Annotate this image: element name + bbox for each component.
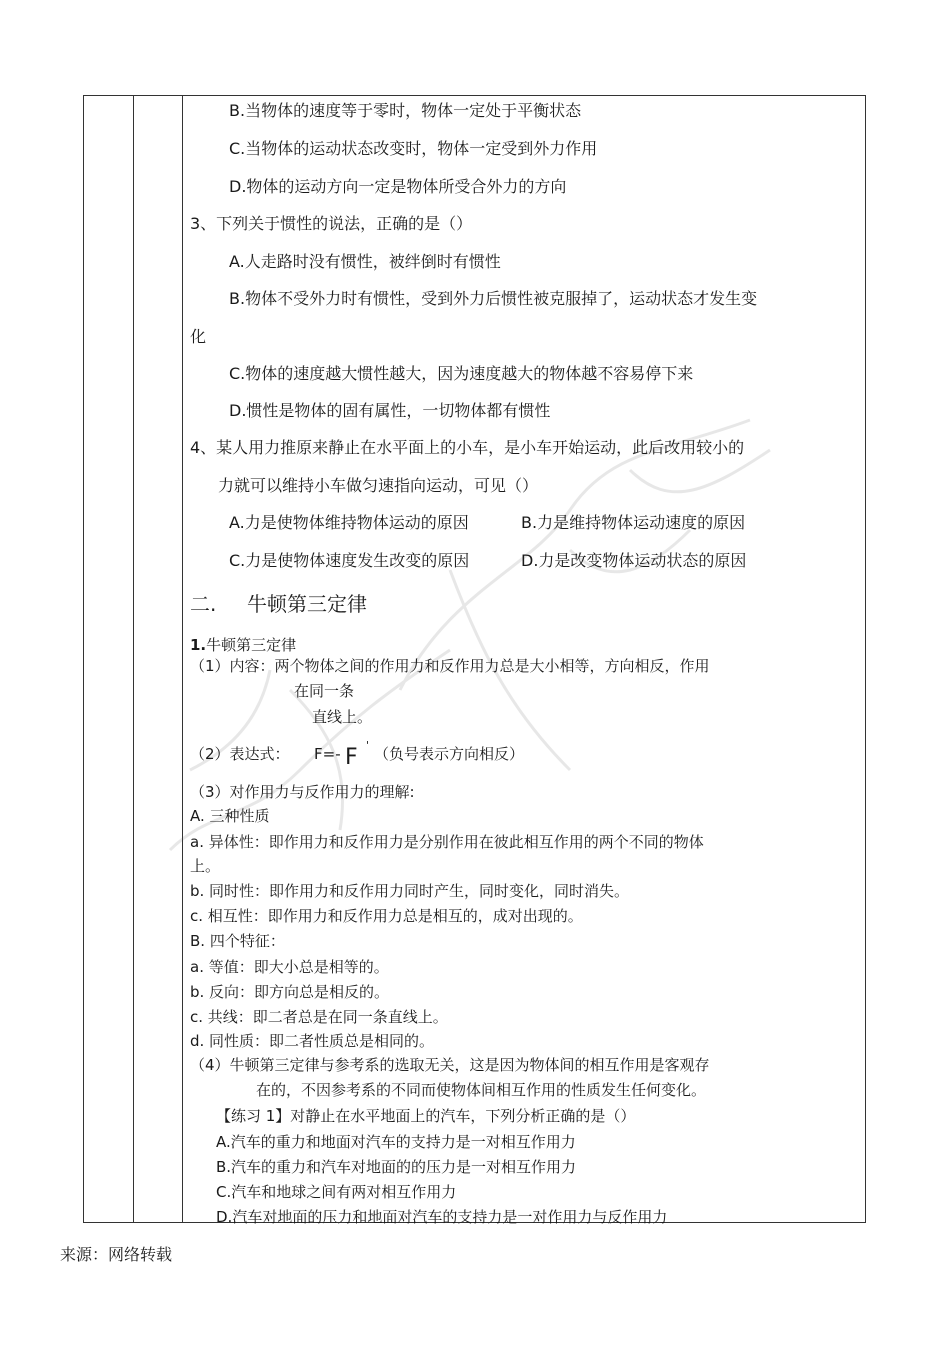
property-a: a. 异体性：即作用力和反作用力是分别作用在彼此相互作用的两个不同的物体 [190,833,704,851]
law-content-cont-2: 直线上。 [312,708,373,726]
property-a-cont: 上。 [190,857,221,875]
practice-option-c: C.汽车和地球之间有两对相互作用力 [216,1183,457,1201]
practice-option-a: A.汽车的重力和地面对汽车的支持力是一对相互作用力 [216,1133,576,1151]
subsection-number: 1. [190,636,207,654]
practice-option-b: B.汽车的重力和汽车对地面的的压力是一对相互作用力 [216,1158,577,1176]
source-note: 来源：网络转载 [60,1245,173,1264]
subsection-title [190,635,296,655]
question-3-option-d: D.惯性是物体的固有属性，一切物体都有惯性 [229,401,551,420]
question-3-option-a: A.人走路时没有惯性，被绊倒时有惯性 [229,252,501,271]
question-4-option-a: A.力是使物体维持物体运动的原因 [229,513,469,532]
question-4-option-d: D.力是改变物体运动状态的原因 [521,551,747,570]
option-b: B.当物体的速度等于零时，物体一定处于平衡状态 [229,101,582,120]
property-b: b. 同时性：即作用力和反作用力同时产生，同时变化，同时消失。 [190,882,630,900]
law-content: （1）内容：两个物体之间的作用力和反作用力总是大小相等，方向相反，作用 [190,657,710,675]
section-title: 牛顿第三定律 [247,592,367,616]
law-content-cont: 在同一条 [294,682,355,700]
practice-stem: 【练习 1】对静止在水平地面上的汽车，下列分析正确的是（） [216,1107,636,1125]
four-features-heading: B. 四个特征： [190,932,285,950]
column-divider-2 [182,95,183,1223]
subsection-label: 牛顿第三定律 [206,636,297,654]
question-3-option-b: B.物体不受外力时有惯性，受到外力后惯性被克服掉了，运动状态才发生变 [229,289,758,308]
reference-frame-note-cont: 在的，不因参考系的不同而使物体间相互作用的性质发生任何变化。 [256,1081,707,1099]
practice-option-d: D.汽车对地面的压力和地面对汽车的支持力是一对作用力与反作用力 [216,1208,668,1226]
option-d: D.物体的运动方向一定是物体所受合外力的方向 [229,177,567,196]
expression-label: （2）表达式： [190,745,290,763]
expression-f-symbol: F [345,745,358,770]
question-4-stem-cont: 力就可以维持小车做匀速指向运动，可见（） [218,476,539,495]
understanding-heading: （3）对作用力与反作用力的理解: [190,783,415,801]
option-c: C.当物体的运动状态改变时，物体一定受到外力作用 [229,139,598,158]
reference-frame-note: （4）牛顿第三定律与参考系的选取无关，这是因为物体间的相互作用是客观存 [190,1056,710,1074]
expression-prime: ' [366,739,370,752]
feature-b: b. 反向：即方向总是相反的。 [190,983,390,1001]
feature-d: d. 同性质：即二者性质总是相同的。 [190,1032,435,1050]
feature-a: a. 等值：即大小总是相等的。 [190,958,389,976]
three-properties-heading: A. 三种性质 [190,807,270,825]
section-number: 二. [190,592,217,616]
question-4-stem: 4、某人用力推原来静止在水平面上的小车，是小车开始运动，此后改用较小的 [190,438,745,457]
question-3-option-b-cont: 化 [190,327,207,346]
question-4-option-b: B.力是维持物体运动速度的原因 [521,513,746,532]
expression-note: （负号表示方向相反） [374,745,525,763]
question-3-stem: 3、下列关于惯性的说法，正确的是（） [190,214,473,233]
column-divider-1 [133,95,134,1223]
question-4-option-c: C.力是使物体速度发生改变的原因 [229,551,470,570]
question-3-option-c: C.物体的速度越大惯性越大，因为速度越大的物体越不容易停下来 [229,364,694,383]
property-c: c. 相互性：即作用力和反作用力总是相互的，成对出现的。 [190,907,583,925]
feature-c: c. 共线：即二者总是在同一条直线上。 [190,1008,448,1026]
expression-formula: F=- [314,745,341,763]
